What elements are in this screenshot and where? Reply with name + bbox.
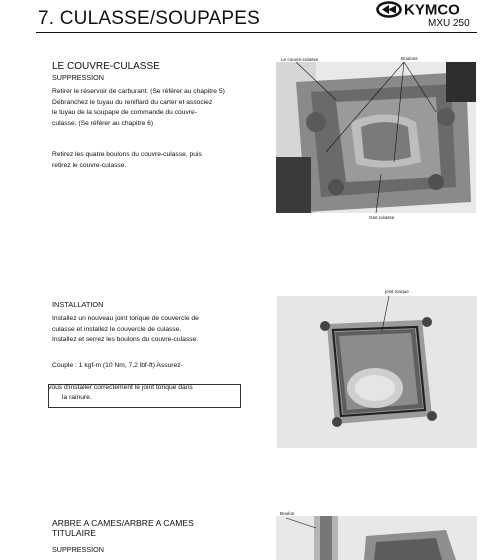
- cylinder-head-photo: [276, 62, 476, 213]
- camshaft-photo: [276, 516, 477, 560]
- callout-bolt: Boulon: [280, 511, 295, 516]
- callout-cover: Le couvre-culasse: [281, 57, 319, 62]
- section3-subtitle: SUPPRESSION: [52, 545, 104, 554]
- section1-title: LE COUVRE-CULASSE: [52, 61, 160, 72]
- section3-title-line: ARBRE A CAMES/ARBRE A CAMES: [52, 518, 194, 528]
- note-text: [48, 383, 193, 403]
- model-name: MXU 250: [428, 18, 470, 29]
- section1-line: Débranchez le tuyau du reniflard du carter et associez: [52, 98, 213, 106]
- section2-text: [52, 314, 199, 346]
- callout-bolts: Boulons: [401, 56, 418, 61]
- section1-line: Retirez les quatre boulons du couvre-culasse, puis: [52, 151, 202, 158]
- chapter-title: 7. CULASSE/SOUPAPES: [38, 8, 261, 29]
- kymco-logo-icon: [376, 1, 494, 18]
- section1-text: [52, 87, 225, 130]
- section3-title: [52, 519, 194, 538]
- section1-line: culasse. (Se référer au chapitre 6): [52, 120, 154, 128]
- section2-line: Installez et serrez les boulons du couvre-culasse.: [52, 336, 199, 344]
- section1-line: le tuyau de la soupape de commande du couvre-: [52, 109, 197, 117]
- section1-line: Retirer le réservoir de carburant. (Se référer au chapitre 5): [52, 88, 225, 95]
- header-rule: [36, 32, 477, 33]
- section2-title: INSTALLATION: [52, 300, 104, 309]
- brand-logo: [376, 1, 494, 18]
- section1-line: retirez le couvre-culasse.: [52, 161, 127, 169]
- section1-text2: [52, 150, 202, 171]
- brand-name: KYMCO: [404, 1, 460, 18]
- section1-subtitle: SUPPRESSION: [52, 73, 104, 82]
- oring-photo: [277, 296, 477, 448]
- section2-line: culasse et installez le couvercle de culasse.: [52, 325, 182, 333]
- section3-title-line: TITULAIRE: [52, 527, 96, 538]
- note-line: la rainure.: [62, 394, 92, 401]
- section2-line: Installez un nouveau joint torique de couvercle de: [52, 315, 199, 322]
- note-line: vous d'installer correctement le joint torique dans: [48, 384, 193, 391]
- callout-bottom: Gas culasse: [369, 215, 395, 220]
- callout-oring: joint torique: [385, 289, 409, 294]
- torque-spec: Couple : 1 kgf-m (10 Nm, 7,2 lbf-ft) Assurez-: [52, 362, 183, 369]
